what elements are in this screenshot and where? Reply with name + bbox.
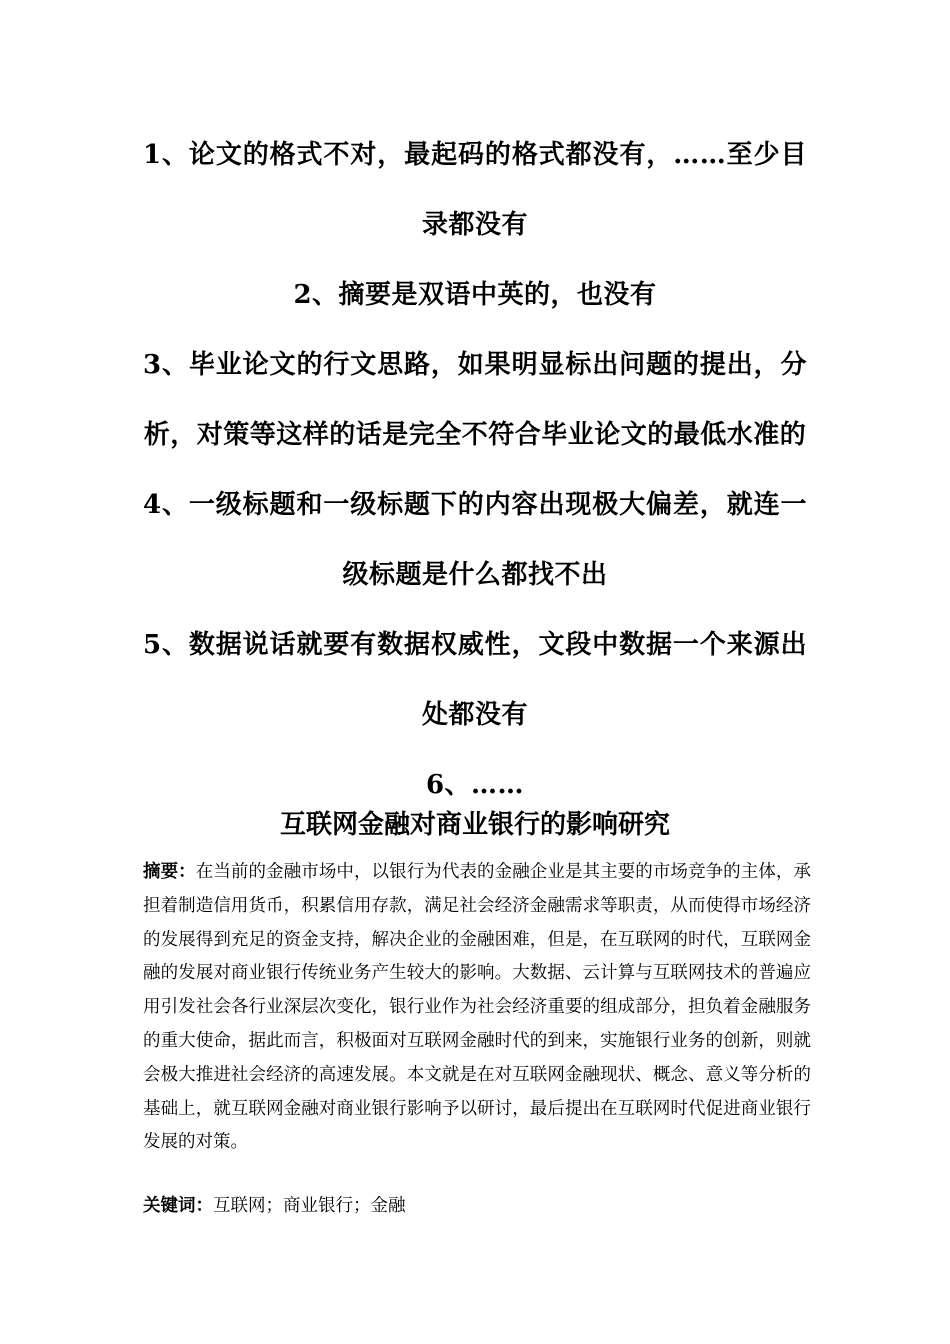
keywords-line [143, 1190, 811, 1224]
review-note-6: 6、…… [425, 770, 525, 800]
abstract-label: 摘要： [143, 862, 196, 882]
review-note-3: 3、毕业论文的行文思路，如果明显标出问题的提出，分析，对策等这样的话是完全不符合毕业论文的最低水准的 [143, 350, 807, 450]
review-notes [143, 120, 807, 820]
keywords-label: 关键词： [143, 1196, 213, 1216]
paper-title: 互联网金融对商业银行的影响研究 [279, 810, 670, 840]
abstract-text: 在当前的金融市场中，以银行为代表的金融企业是其主要的市场竞争的主体，承担着制造信用货币，积累信用存款，满足社会经济金融需求等职责，从而使得市场经济的发展得到充足的资金支持，解决企业的金融困难，但是，在互联网的时代，互联网金融的发展对商业银行传统业务产生较大的影响。大数据、云计算与互联网技术的普遍应用引发社会各行业深层次变化，银行业作为社会经济重要的组成部分，担负着金融服务的重大使命，据此而言，积极面对互联网金融时代的到来，实施银行业务的创新，则就会极大推进社会经济的高速发展。本文就是在对互联网金融现状、概念、意义等分析的基础上，就互联网金融对商业银行影响予以研讨，最后提出在互联网时代促进商业银行发展的对策。 [143, 862, 812, 1153]
review-note-2: 2、摘要是双语中英的，也没有 [293, 280, 657, 310]
review-note-4: 4、一级标题和一级标题下的内容出现极大偏差，就连一级标题是什么都找不出 [143, 490, 807, 590]
keywords-text: 互联网；商业银行；金融 [213, 1196, 406, 1216]
review-note-1: 1、论文的格式不对，最起码的格式都没有，……至少目录都没有 [143, 140, 807, 240]
abstract-paragraph [143, 856, 811, 1160]
review-note-5: 5、数据说话就要有数据权威性，文段中数据一个来源出处都没有 [143, 630, 807, 730]
